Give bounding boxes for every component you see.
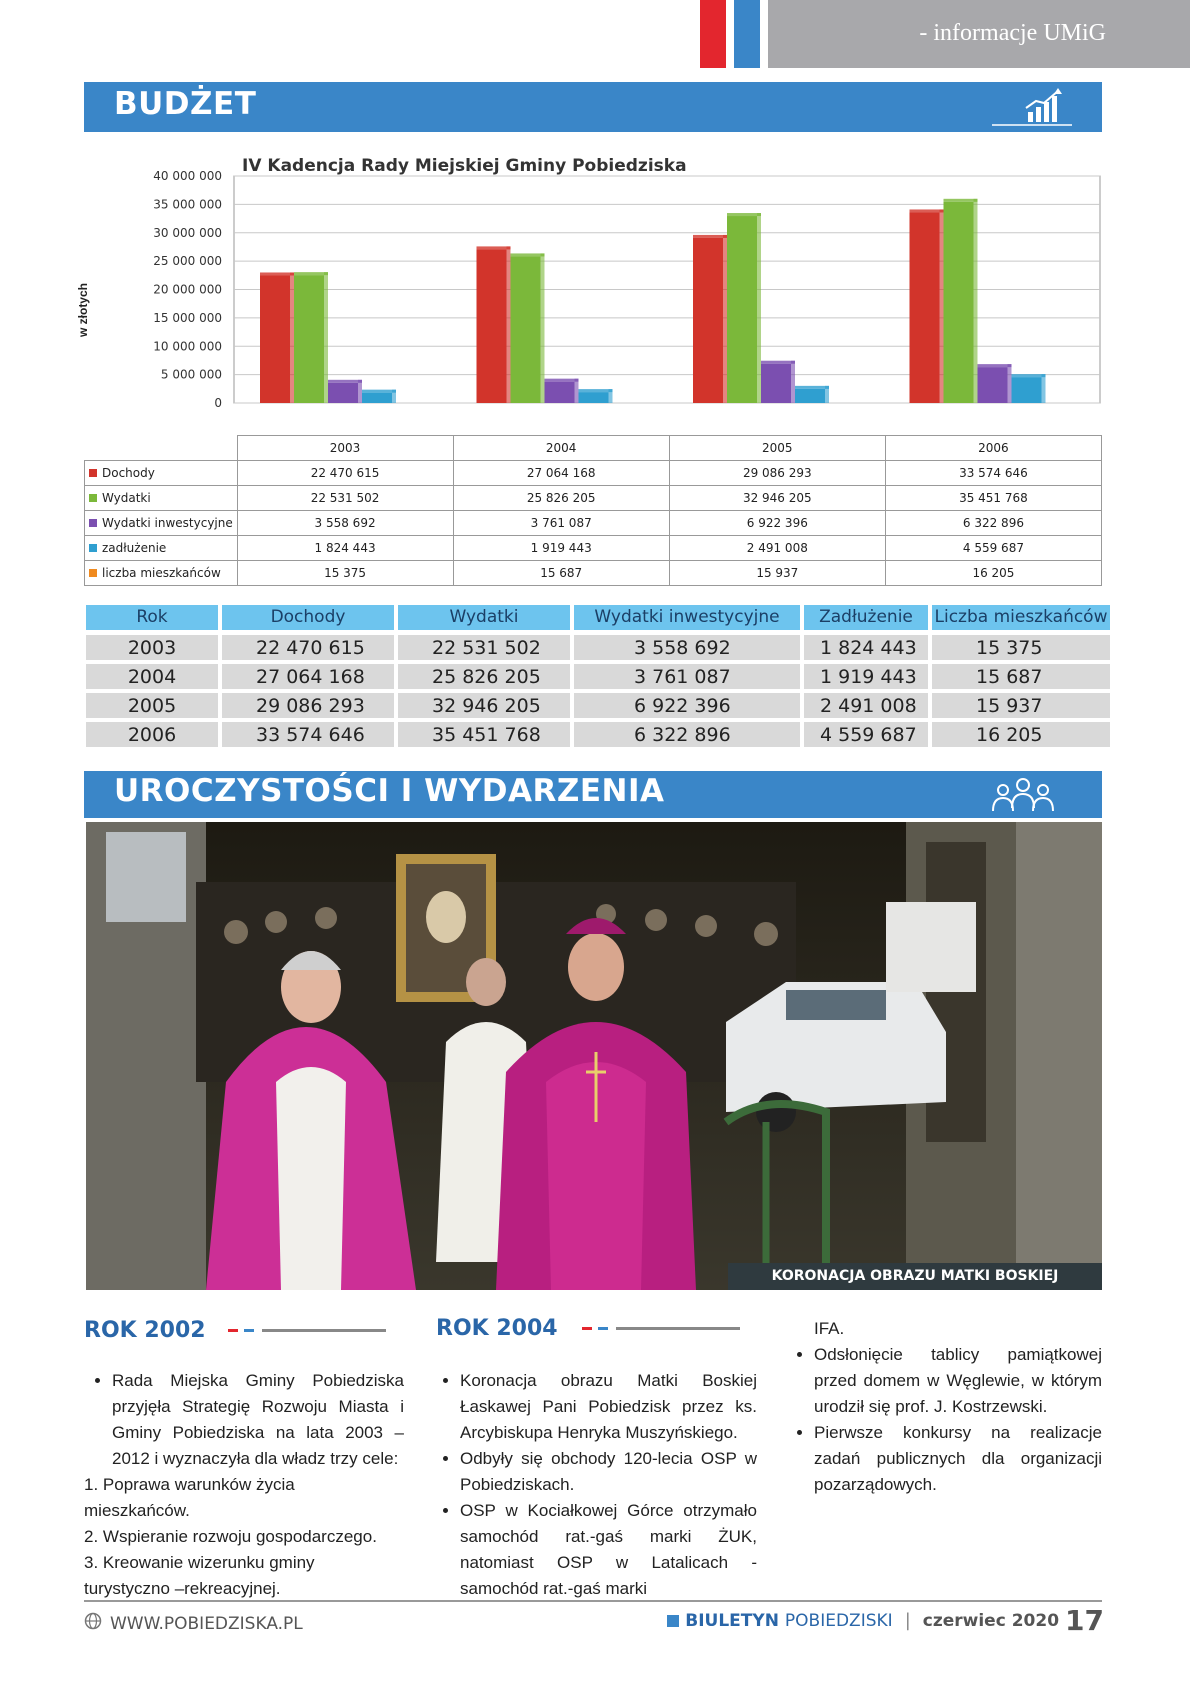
table-cell: 16 205 [932, 722, 1110, 747]
list-item: • Odsłonięcie tablicy pamiątkowej przed domem w Węglewie, w którym urodził się prof. J. Kostrzewski. [814, 1342, 1102, 1420]
data-label: 25 826 205 [453, 486, 669, 511]
budget-chart [84, 170, 1104, 440]
chart-title: IV Kadencja Rady Miejskiej Gminy Pobiedziska [242, 156, 687, 176]
data-label: 4 559 687 [885, 536, 1101, 561]
issue-date: czerwiec 2020 [922, 1610, 1060, 1631]
bar-top-0-2 [693, 235, 727, 238]
category-label: 2004 [453, 436, 669, 461]
column-header: Dochody [222, 605, 394, 630]
data-label: 6 322 896 [885, 511, 1101, 536]
table-cell: 6 322 896 [574, 722, 800, 747]
event-photo [86, 822, 1102, 1290]
data-label: 15 687 [453, 561, 669, 586]
series-legend [85, 561, 238, 586]
table-cell: 2006 [86, 722, 218, 747]
table-cell: 32 946 205 [398, 693, 570, 718]
data-label: 6 922 396 [669, 511, 885, 536]
header-band [768, 0, 1190, 68]
table-cell: 1 919 443 [804, 664, 928, 689]
category-label: 2003 [237, 436, 453, 461]
legend-swatch [89, 494, 97, 502]
table-cell: 2004 [86, 664, 218, 689]
website-url: WWW.POBIEDZISKA.PL [110, 1613, 303, 1634]
table-cell: 2 491 008 [804, 693, 928, 718]
year-heading-2004: ROK 2004 [436, 1316, 558, 1341]
bar-top-3-2 [795, 386, 829, 389]
header-red-stripe [700, 0, 726, 68]
brand-light: POBIEDZISKI [784, 1610, 893, 1631]
table-cell: 22 470 615 [222, 635, 394, 660]
table-cell: 4 559 687 [804, 722, 928, 747]
list-item: • Pierwsze konkursy na realizacje zadań publicznych dla organizacji pozarządowych. [814, 1420, 1102, 1498]
table-cell: 2005 [86, 693, 218, 718]
table-row [85, 561, 1102, 586]
list-item: 3. Kreowanie wizerunku gminy turystyczno –rekreacyjnej. [84, 1553, 315, 1598]
bar-2-0 [328, 383, 358, 403]
bar-top-1-0 [294, 272, 328, 275]
list-item: 1. Poprawa warunków życia mieszkańców. [84, 1475, 295, 1520]
bar-top-2-3 [978, 364, 1012, 367]
bar-side-0-0 [290, 272, 294, 403]
bar-2-3 [978, 367, 1008, 403]
data-label: 32 946 205 [669, 486, 885, 511]
bar-3-3 [1012, 377, 1042, 403]
people-icon [988, 776, 1058, 819]
bar-3-0 [362, 393, 392, 403]
globe-icon [84, 1612, 102, 1635]
column-header: Wydatki inwestycyjne [574, 605, 800, 630]
data-label: 22 531 502 [237, 486, 453, 511]
footer-brand [667, 1604, 1104, 1637]
bar-side-1-3 [974, 199, 978, 403]
list-item: 2. Wspieranie rozwoju gospodarczego. [84, 1527, 377, 1546]
legend-swatch [89, 569, 97, 577]
bar-0-3 [910, 212, 940, 403]
table-cell: 15 687 [932, 664, 1110, 689]
table-cell: 25 826 205 [398, 664, 570, 689]
bar-side-1-2 [757, 213, 761, 403]
bar-1-1 [511, 256, 541, 403]
bar-1-2 [727, 216, 757, 403]
table-cell: 6 922 396 [574, 693, 800, 718]
y-tick-label: 35 000 000 [153, 197, 222, 212]
bar-2-2 [761, 364, 791, 403]
header-blue-stripe [734, 0, 760, 68]
data-label: 15 937 [669, 561, 885, 586]
table-cell: 15 937 [932, 693, 1110, 718]
table-cell: 1 824 443 [804, 635, 928, 660]
summary-table [86, 605, 1108, 746]
series-name: liczba mieszkańców [102, 566, 221, 580]
y-tick-label: 20 000 000 [153, 282, 222, 297]
category-label: 2006 [885, 436, 1101, 461]
chart-icon [992, 88, 1072, 133]
column-header: Rok [86, 605, 218, 630]
bar-2-1 [545, 382, 575, 403]
bar-side-2-2 [791, 361, 795, 403]
series-name: zadłużenie [102, 541, 167, 555]
photo-caption: KORONACJA OBRAZU MATKI BOSKIEJ [728, 1263, 1102, 1290]
table-cell: 15 375 [932, 635, 1110, 660]
bar-top-2-1 [545, 379, 579, 382]
table-cell: 3 761 087 [574, 664, 800, 689]
y-axis-label: w złotych [76, 283, 90, 338]
column-header: Zadłużenie [804, 605, 928, 630]
bar-3-1 [579, 392, 609, 403]
column-continued [786, 1316, 1102, 1498]
series-name: Wydatki inwestycyjne [102, 516, 233, 530]
table-cell: 33 574 646 [222, 722, 394, 747]
data-label: 1 824 443 [237, 536, 453, 561]
heading-rule [228, 1328, 388, 1334]
events-title: UROCZYSTOŚCI I WYDARZENIA [114, 773, 665, 809]
bar-0-1 [477, 249, 507, 403]
series-legend [85, 536, 238, 561]
budget-section-bar [84, 82, 1102, 132]
bar-top-0-0 [260, 272, 294, 275]
bar-top-3-1 [579, 389, 613, 392]
table-row [85, 461, 1102, 486]
bar-side-2-3 [1008, 364, 1012, 403]
bar-side-0-2 [723, 235, 727, 403]
list-item: • OSP w Kociałkowej Górce otrzymało samochód rat.-gaś marki ŻUK, natomiast OSP w Latalicach - samochód rat.-gaś marki [460, 1498, 757, 1602]
y-tick-label: 0 [214, 396, 222, 410]
bar-side-2-0 [358, 380, 362, 403]
bullet-list [84, 1368, 404, 1472]
column-2002 [84, 1368, 404, 1602]
y-tick-label: 10 000 000 [153, 339, 222, 354]
bar-side-1-1 [541, 253, 545, 403]
list-item: • Koronacja obrazu Matki Boskiej Łaskawej Pani Pobiedzisk przez ks. Arcybiskupa Henryka Muszyńskiego. [460, 1368, 757, 1446]
data-label: 16 205 [885, 561, 1101, 586]
legend-swatch [89, 544, 97, 552]
table-cell: 3 558 692 [574, 635, 800, 660]
y-tick-label: 40 000 000 [153, 170, 222, 183]
page-number: 17 [1065, 1604, 1104, 1637]
table-cell: 2003 [86, 635, 218, 660]
section-label: - informacje UMiG [919, 20, 1106, 46]
table-row [85, 511, 1102, 536]
events-section-bar [84, 771, 1102, 818]
series-legend [85, 511, 238, 536]
bar-top-0-3 [910, 209, 944, 212]
data-label: 3 558 692 [237, 511, 453, 536]
table-row [85, 536, 1102, 561]
chart-data-table [84, 435, 1102, 586]
data-label: 22 470 615 [237, 461, 453, 486]
bar-side-2-1 [575, 379, 579, 403]
bar-3-2 [795, 389, 825, 403]
y-tick-label: 30 000 000 [153, 225, 222, 240]
table-cell: 35 451 768 [398, 722, 570, 747]
data-label: 3 761 087 [453, 511, 669, 536]
bar-top-3-3 [1012, 374, 1046, 377]
table-cell: 29 086 293 [222, 693, 394, 718]
footer-rule [84, 1600, 1102, 1602]
bar-side-0-1 [507, 246, 511, 403]
budget-title: BUDŻET [114, 86, 257, 122]
data-label: 2 491 008 [669, 536, 885, 561]
bar-top-1-2 [727, 213, 761, 216]
y-tick-label: 25 000 000 [153, 254, 222, 269]
table-corner [85, 436, 238, 461]
year-heading-2002: ROK 2002 [84, 1318, 206, 1343]
brand-bold: BIULETYN [685, 1610, 779, 1631]
list-item: • Odbyły się obchody 120-lecia OSP w Pobiedziskach. [460, 1446, 757, 1498]
bar-1-0 [294, 275, 324, 403]
legend-swatch [89, 469, 97, 477]
bullet-list [432, 1368, 757, 1602]
data-label: 35 451 768 [885, 486, 1101, 511]
data-label: 33 574 646 [885, 461, 1101, 486]
brand-square-icon [667, 1615, 679, 1627]
bar-top-3-0 [362, 390, 396, 393]
series-name: Dochody [102, 466, 155, 480]
bar-1-3 [944, 202, 974, 403]
bar-side-1-0 [324, 272, 328, 403]
data-label: 1 919 443 [453, 536, 669, 561]
series-legend [85, 461, 238, 486]
data-label: 27 064 168 [453, 461, 669, 486]
bar-top-1-1 [511, 253, 545, 256]
bar-side-3-3 [1042, 374, 1046, 403]
bar-0-0 [260, 275, 290, 403]
table-cell: 22 531 502 [398, 635, 570, 660]
bar-top-2-2 [761, 361, 795, 364]
column-header: Liczba mieszkańców [932, 605, 1110, 630]
series-name: Wydatki [102, 491, 151, 505]
data-label: 29 086 293 [669, 461, 885, 486]
list-item: • Rada Miejska Gminy Pobiedziska przyjęła Strategię Rozwoju Miasta i Gminy Pobiedziska na lata 2003 – 2012 i wyznaczyła dla władz trzy cele: [112, 1368, 404, 1472]
series-legend [85, 486, 238, 511]
y-tick-label: 5 000 000 [160, 367, 222, 382]
data-label: 15 375 [237, 561, 453, 586]
table-cell: 27 064 168 [222, 664, 394, 689]
bar-0-2 [693, 238, 723, 403]
continuation-text: IFA. [814, 1319, 845, 1338]
bar-top-1-3 [944, 199, 978, 202]
separator: | [904, 1610, 911, 1631]
category-label: 2005 [669, 436, 885, 461]
bullet-list [786, 1342, 1102, 1498]
column-header: Wydatki [398, 605, 570, 630]
table-row [85, 486, 1102, 511]
bar-top-0-1 [477, 246, 511, 249]
footer-website[interactable] [84, 1612, 303, 1635]
bar-side-0-3 [940, 209, 944, 403]
bar-top-2-0 [328, 380, 362, 383]
y-tick-label: 15 000 000 [153, 310, 222, 325]
heading-rule [582, 1326, 742, 1332]
column-2004 [432, 1368, 757, 1602]
legend-swatch [89, 519, 97, 527]
